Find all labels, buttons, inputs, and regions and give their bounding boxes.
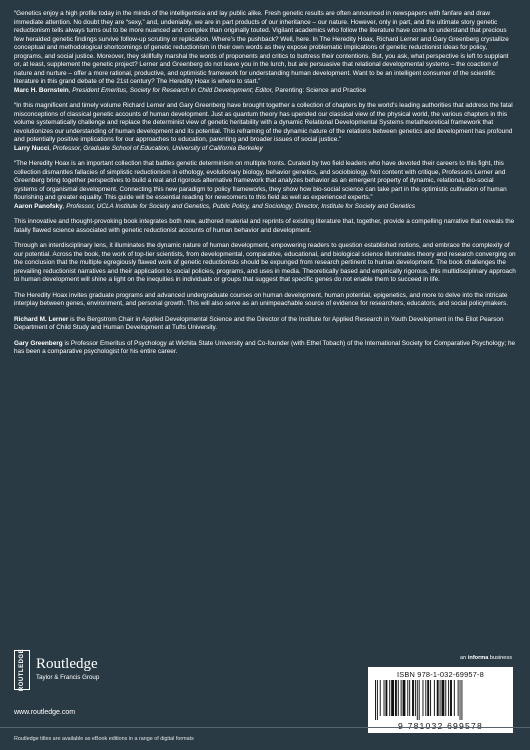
blurb-quote: “Genetics enjoy a high profile today in the minds of the intelligentsia and lay public alike. Fresh genetic results are often announced in newspapers with fanfare and draw immediate attention. No doubt they are “sexy,” and, undeniably, we are in part products of our inheritance – our nature. However, only in part, and the ultimate story genetic reductionism tells always turns out to be more nuanced and complex than originally touted. Vigilant academics who follow the literature have come to understand that precious few heralded genetic findings survive follow-up scrutiny or replication. Where’s the pushback? Well, here. In The Heredity Hoax, Richard Lerner and Gary Greenberg crystallize conceptual and methodological shortcomings of genetic reductionism in their own words as they expose problematic implications of genetic reductionist ideas for policy, programs, and social justice. Moreover, they skillfully marshal the words of proponents and critics to buttress their contentions. But, you ask, what perspective is left to supplant or, at least, supplement the genetic project? Lerner and Greenberg do not leave you in the lurch, but are persuasive that relational developmental systems – the coaction of nature and nurture – offer a more rational, productive, and optimistic framework for understanding human development. Want to be an intelligent consumer of the scientific literature in this grand debate of the 21st century? The Heredity Hoax is where to start.”: [14, 10, 509, 85]
publisher-group: Taylor & Francis Group: [36, 674, 100, 681]
barcode-bar: [440, 680, 441, 716]
informa-business-label: [460, 655, 512, 661]
description-paragraph: Through an interdisciplinary lens, it illuminates the dynamic nature of human development, empowering readers to question established notions, and embrace the complexity of our potential. Across the book, the work of top-tier scientists, from developmental, comparative, educational, and biological science illuminates theory and research converging on the conclusion that the multiple egregiously flawed work of genetic reductionists should be expunged from research pertinent to human development. The book challenges the prevailing reductionist narratives and their application to social policies, programs, and uses in media. Theoretically based and empirically rigorous, this multidisciplinary approach to human development will shine a light on the inequities in individuals or groups that suggest that specific genes do not enable them to succeed in life.: [14, 242, 516, 283]
barcode-bar: [395, 680, 397, 716]
barcode-bar: [434, 680, 435, 716]
business-suffix: business: [489, 655, 512, 661]
barcode-bar: [445, 680, 446, 716]
blurb-author: Marc H. Bornstein: [14, 86, 69, 94]
barcode-bar: [430, 680, 431, 716]
barcode-bar: [389, 680, 390, 716]
ebook-strip: [0, 727, 530, 750]
barcode-bar: [409, 680, 410, 716]
blurb-quote: “The Heredity Hoax is an important collection that battles genetic determinism on multiple fronts. Curated by two field leaders who have devoted their careers to this fight, this collection dismantles fallacies of simplistic reductionism in ethology, evolutionary biology, behavior genetics, and sociobiology. Not content with critique, Professors Lerner and Greenberg bring together perspectives to build a real and rigorous alternative framework that analyzes behavior as an emergent property of dynamic, relational, bio-social systems of organismal development. Connecting this new paradigm to policy frameworks, they show how bio-social science can take part in the optimistic cultivation of human flourishing and greater equality. This guide will be essential reading for newcomers to this field as well as experienced experts.”: [14, 160, 507, 201]
barcode-bar: [461, 680, 462, 720]
barcode-bar: [401, 680, 402, 716]
barcode-bar: [458, 680, 459, 716]
barcode-bar: [384, 680, 385, 716]
barcode-bar: [419, 680, 420, 720]
blurb-author: Aaron Panofsky: [14, 202, 63, 210]
barcode-bar: [407, 680, 408, 716]
barcode-bar: [380, 680, 381, 716]
cover-text: [0, 0, 530, 364]
blurb-affiliation: Professor, Graduate School of Education, University of California Berkeley: [52, 144, 263, 152]
logo-mark-text: ROUTLEDGE: [19, 648, 26, 692]
business-brand: informa: [467, 655, 489, 661]
barcode-bar: [415, 680, 416, 716]
barcode-bar: [375, 680, 376, 720]
bio-text: is Professor Emeritus of Psychology at Wichita State University and Co-founder (with Ethel Tobach) of the International Society for Comparative Psychology; he has been a comparative psychologist for his entire career.: [14, 339, 516, 355]
blurb-quote: “In this magnificent and timely volume Richard Lerner and Gary Greenberg have brought together a collection of chapters by the world’s leading authorities that address the fatal misconceptions of classical genetic accounts of human development. Just as quantum theory has upended our classical view of the physical world, the various chapters in this volume systematically challenge and replace the determinist view of genetic heritability with a dynamic Relational Developmental Systems metatheoretical framework that revolutionizes our understanding of human development and its potential. This reframing of the dynamic nature of the relations between genetics and development has profound and potentially positive implications for our approaches to education, parenting and broader issues of social justice.”: [14, 102, 513, 143]
barcode-bar: [391, 680, 394, 716]
barcode-bar: [403, 680, 406, 716]
blurb-attribution: Aaron Panofsky, Professor, UCLA Institute for Society and Genetics, Public Policy, and Sociology; Director, Institute for Society and Genetics: [14, 202, 416, 210]
description-paragraph: The Heredity Hoax invites graduate programs and advanced undergraduate courses on human development, human potential, epigenetics, and more to delve into the intricate interplay between genes, environment, and personal growth. This will also serve as an unimpeachable source of evidence for researchers, educators, and social policymakers.: [14, 291, 509, 307]
blurb-attribution: Larry Nucci, Professor, Graduate School of Education, University of California Berkeley: [14, 144, 263, 152]
blurb-affiliation-journal: Parenting: Science and Practice: [275, 86, 367, 94]
publisher-name: Routledge: [36, 656, 98, 672]
bio-name: Gary Greenberg: [14, 339, 63, 347]
barcode-bar: [385, 680, 387, 716]
business-prefix: an: [460, 655, 467, 661]
description-paragraph: This innovative and thought-provoking book integrates both new, authored material and reprints of existing literature that, together, provide a compelling narrative that reveals the fatally flawed science associated with genetic reductionist accounts of human behavior and development.: [14, 218, 515, 234]
barcode-bar: [417, 680, 418, 720]
barcode-bar: [412, 680, 414, 716]
bio-greenberg: [14, 340, 516, 357]
blurb-affiliation: Professor, UCLA Institute for Society and Genetics, Public Policy, and Sociology; Director, Institute for Society and Genetics: [66, 202, 416, 210]
barcode-bar: [454, 680, 455, 716]
ebook-note: Routledge titles are available as eBook editions in a range of digital formats: [14, 736, 194, 742]
blurb-nucci: [14, 102, 516, 153]
barcode-bar: [437, 680, 439, 716]
barcode-bar: [450, 680, 452, 716]
ean-digits: 9 781032 699578: [398, 721, 483, 731]
barcode-bar: [398, 680, 399, 716]
footer: [0, 620, 530, 750]
isbn-number: ISBN 978-1-032-69957-8: [397, 670, 484, 679]
publisher-logo: [14, 650, 174, 700]
barcode-bar: [427, 680, 429, 716]
barcode-bar: [442, 680, 445, 716]
barcode-box: [368, 667, 513, 733]
blurb-affiliation: President Emeritus, Society for Research in Child Development; Editor,: [72, 86, 274, 94]
barcode-bar: [423, 680, 424, 716]
blurb-panofsky: [14, 160, 516, 211]
blurb-author: Larry Nucci: [14, 144, 50, 152]
barcode-bar: [377, 680, 378, 720]
routledge-logo-mark: [14, 650, 30, 690]
blurb-attribution: Marc H. Bornstein, President Emeritus, Society for Research in Child Development; Editor, Parenting: Science and Practice: [14, 86, 367, 94]
bio-text: is the Bergstrom Chair in Applied Developmental Science and the Director of the Institute for Applied Research in Youth Development in the Eliot Pearson Department of Child Study and Human Development at Tufts University.: [14, 315, 504, 331]
publisher-website[interactable]: www.routledge.com: [14, 709, 76, 716]
barcode-bar: [425, 680, 426, 716]
bio-name: Richard M. Lerner: [14, 315, 69, 323]
barcode-bar: [460, 680, 461, 720]
barcode-bar: [448, 680, 449, 716]
barcode: [373, 680, 508, 720]
blurb-bornstein: [14, 10, 516, 95]
bio-lerner: [14, 316, 516, 333]
